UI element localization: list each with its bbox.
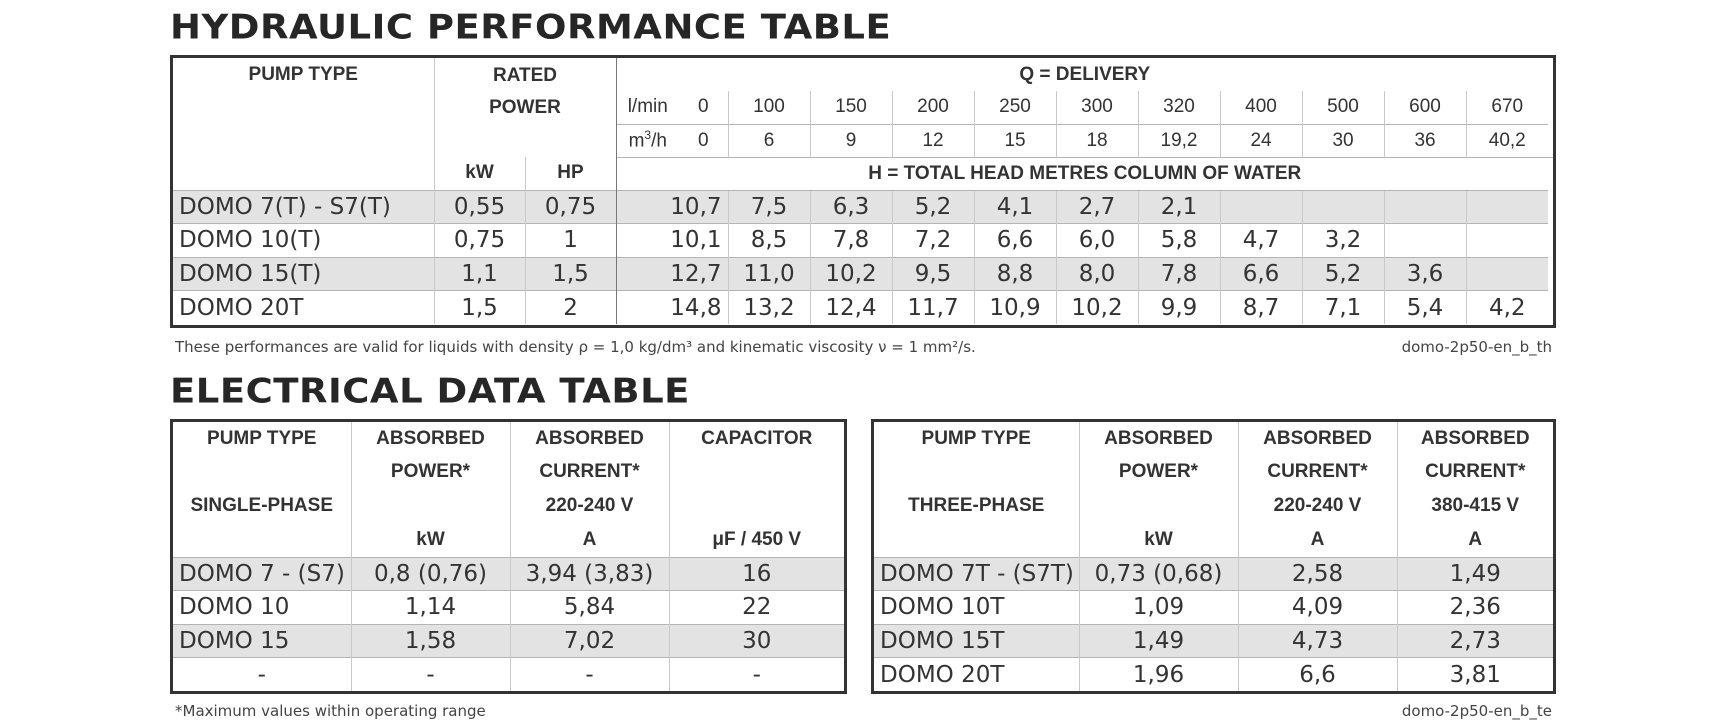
- head-value: 2,7: [1056, 190, 1138, 224]
- head-value: 7,8: [1138, 257, 1220, 291]
- lmin-3: 200: [892, 91, 974, 124]
- header-current: CURRENT*: [510, 455, 669, 489]
- rated-kw: 1,5: [434, 291, 525, 325]
- absorbed-current-230: 4,73: [1238, 624, 1397, 658]
- lmin-8: 500: [1302, 91, 1384, 124]
- head-value: 6,3: [810, 190, 892, 224]
- head-value: 10,2: [1056, 291, 1138, 325]
- rated-hp: 2: [525, 291, 616, 325]
- table-row: [173, 557, 844, 591]
- absorbed-current: -: [510, 658, 669, 692]
- lmin-0: 0: [697, 96, 709, 118]
- hydraulic-table-title: HYDRAULIC PERFORMANCE TABLE: [170, 7, 892, 47]
- header-current: CURRENT*: [1238, 455, 1397, 489]
- pump-name: DOMO 10T: [874, 591, 1079, 625]
- m3h-6: 19,2: [1138, 124, 1220, 157]
- pump-name: DOMO 7T - (S7T): [874, 557, 1079, 591]
- head-value: [1220, 190, 1302, 224]
- head-value: 5,2: [892, 190, 974, 224]
- header-single-phase: SINGLE-PHASE: [190, 495, 334, 516]
- head-value: 11,0: [728, 257, 810, 291]
- absorbed-current-400: 2,36: [1397, 591, 1553, 625]
- pump-name: DOMO 20T: [874, 658, 1079, 692]
- header-kw: kW: [434, 157, 525, 190]
- header-absorbed: ABSORBED: [1397, 422, 1553, 455]
- header-delivery: Q = DELIVERY: [616, 58, 1553, 91]
- pump-name: DOMO 15(T): [173, 257, 434, 291]
- head-value: 5,2: [1302, 257, 1384, 291]
- head-value: 3,6: [1384, 257, 1466, 291]
- lmin-10: 670: [1466, 91, 1548, 124]
- m3h-8: 30: [1302, 124, 1384, 157]
- table-row: [173, 658, 844, 692]
- m3h-3: 12: [892, 124, 974, 157]
- lmin-5: 300: [1056, 91, 1138, 124]
- absorbed-power: 1,14: [351, 591, 510, 625]
- absorbed-power: 1,49: [1079, 624, 1238, 658]
- table-row: [874, 591, 1553, 625]
- absorbed-current: 3,94 (3,83): [510, 557, 669, 591]
- m3h-1: 6: [728, 124, 810, 157]
- absorbed-power: 1,58: [351, 624, 510, 658]
- rated-hp: 1: [525, 224, 616, 258]
- header-power: POWER: [434, 91, 616, 124]
- absorbed-power: 1,96: [1079, 658, 1238, 692]
- pump-name: DOMO 10(T): [173, 224, 434, 258]
- absorbed-current-400: 2,73: [1397, 624, 1553, 658]
- header-unit-kw: kW: [351, 523, 510, 557]
- head-value: 10,1: [616, 224, 728, 258]
- header-current: CURRENT*: [1397, 455, 1553, 489]
- head-value: [1302, 190, 1384, 224]
- head-value: 10,2: [810, 257, 892, 291]
- rated-hp: 1,5: [525, 257, 616, 291]
- header-total-head: H = TOTAL HEAD METRES COLUMN OF WATER: [616, 157, 1553, 190]
- rated-kw: 0,55: [434, 190, 525, 224]
- pump-name: DOMO 15: [173, 624, 351, 658]
- header-pump-type: PUMP TYPE: [248, 64, 358, 85]
- header-m3h-label: $m^3/h$: [616, 124, 679, 157]
- head-value: 6,6: [1220, 257, 1302, 291]
- header-unit-a: A: [1397, 523, 1553, 557]
- head-value: [1384, 190, 1466, 224]
- capacitor-value: 30: [669, 624, 844, 658]
- head-value: 13,2: [728, 291, 810, 325]
- table-row: [173, 257, 1553, 291]
- pump-name: DOMO 7 - (S7): [173, 557, 351, 591]
- head-value: 12,4: [810, 291, 892, 325]
- rated-hp: 0,75: [525, 190, 616, 224]
- head-value: [1466, 224, 1548, 258]
- absorbed-current-230: 6,6: [1238, 658, 1397, 692]
- pump-name: -: [173, 658, 351, 692]
- header-voltage: 220-240 V: [1238, 489, 1397, 523]
- head-value: 10,7: [616, 190, 728, 224]
- electrical-footnote: *Maximum values within operating range: [175, 702, 486, 720]
- lmin-2: 150: [810, 91, 892, 124]
- lmin-1: 100: [728, 91, 810, 124]
- header-absorbed: ABSORBED: [1079, 422, 1238, 455]
- pump-name: DOMO 7(T) - S7(T): [173, 190, 434, 224]
- head-value: 9,5: [892, 257, 974, 291]
- m3h-4: 15: [974, 124, 1056, 157]
- head-value: 7,1: [1302, 291, 1384, 325]
- table-row: [173, 190, 1553, 224]
- lmin-4: 250: [974, 91, 1056, 124]
- hydraulic-note: These performances are valid for liquids with density ρ = 1,0 kg/dm³ and kinematic viscosity ν = 1 mm²/s.: [175, 338, 976, 356]
- head-value: [1384, 224, 1466, 258]
- header-hp: HP: [525, 157, 616, 190]
- header-unit-a: A: [1238, 523, 1397, 557]
- header-pump-type: PUMP TYPE: [921, 427, 1031, 449]
- header-capacitor: CAPACITOR: [669, 422, 844, 455]
- hydraulic-table: [170, 55, 1556, 328]
- head-value: 6,0: [1056, 224, 1138, 258]
- absorbed-power: -: [351, 658, 510, 692]
- m3h-9: 36: [1384, 124, 1466, 157]
- lmin-6: 320: [1138, 91, 1220, 124]
- head-value: 14,8: [616, 291, 728, 325]
- single-phase-table: [170, 419, 847, 694]
- head-value: 3,2: [1302, 224, 1384, 258]
- header-rated: RATED: [434, 58, 616, 91]
- head-value: 7,5: [728, 190, 810, 224]
- hydraulic-ref-code: domo-2p50-en_b_th: [1401, 338, 1552, 356]
- absorbed-power: 1,09: [1079, 591, 1238, 625]
- absorbed-current: 7,02: [510, 624, 669, 658]
- table-row: [173, 591, 844, 625]
- electrical-ref-code: domo-2p50-en_b_te: [1401, 702, 1552, 720]
- head-value: 8,5: [728, 224, 810, 258]
- table-row: [874, 624, 1553, 658]
- pump-name: DOMO 10: [173, 591, 351, 625]
- head-value: 5,4: [1384, 291, 1466, 325]
- absorbed-current-230: 2,58: [1238, 557, 1397, 591]
- header-power: POWER*: [1079, 455, 1238, 489]
- absorbed-power: 0,8 (0,76): [351, 557, 510, 591]
- header-unit-a: A: [510, 523, 669, 557]
- absorbed-current-400: 3,81: [1397, 658, 1553, 692]
- head-value: 6,6: [974, 224, 1056, 258]
- head-value: 8,7: [1220, 291, 1302, 325]
- pump-name: DOMO 15T: [874, 624, 1079, 658]
- head-value: 7,2: [892, 224, 974, 258]
- table-row: [874, 557, 1553, 591]
- header-absorbed: ABSORBED: [1238, 422, 1397, 455]
- head-value: 8,0: [1056, 257, 1138, 291]
- header-lmin-label: l/min: [616, 91, 679, 124]
- head-value: 4,1: [974, 190, 1056, 224]
- header-voltage: 220-240 V: [510, 489, 669, 523]
- table-row: [173, 624, 844, 658]
- m3h-7: 24: [1220, 124, 1302, 157]
- three-phase-table: [871, 419, 1556, 694]
- table-row: [874, 658, 1553, 692]
- table-row: [173, 291, 1553, 325]
- m3h-5: 18: [1056, 124, 1138, 157]
- header-three-phase: THREE-PHASE: [908, 495, 1045, 516]
- header-absorbed: ABSORBED: [510, 422, 669, 455]
- head-value: [1466, 190, 1548, 224]
- lmin-9: 600: [1384, 91, 1466, 124]
- rated-kw: 0,75: [434, 224, 525, 258]
- absorbed-power: 0,73 (0,68): [1079, 557, 1238, 591]
- head-value: 2,1: [1138, 190, 1220, 224]
- head-value: 11,7: [892, 291, 974, 325]
- head-value: 4,7: [1220, 224, 1302, 258]
- header-pump-type: PUMP TYPE: [207, 427, 317, 449]
- head-value: 9,9: [1138, 291, 1220, 325]
- electrical-table-title: ELECTRICAL DATA TABLE: [170, 371, 690, 411]
- header-voltage: 380-415 V: [1397, 489, 1553, 523]
- rated-kw: 1,1: [434, 257, 525, 291]
- capacitor-value: 16: [669, 557, 844, 591]
- header-absorbed: ABSORBED: [351, 422, 510, 455]
- absorbed-current-400: 1,49: [1397, 557, 1553, 591]
- head-value: [1466, 257, 1548, 291]
- head-value: 10,9: [974, 291, 1056, 325]
- m3h-2: 9: [810, 124, 892, 157]
- capacitor-value: -: [669, 658, 844, 692]
- m3h-10: 40,2: [1466, 124, 1548, 157]
- table-row: [173, 224, 1553, 258]
- head-value: 12,7: [616, 257, 728, 291]
- header-unit-uf: μF / 450 V: [669, 523, 844, 557]
- m3h-0: 0: [679, 124, 728, 157]
- header-unit-kw: kW: [1079, 523, 1238, 557]
- lmin-7: 400: [1220, 91, 1302, 124]
- header-power: POWER*: [351, 455, 510, 489]
- head-value: 7,8: [810, 224, 892, 258]
- absorbed-current: 5,84: [510, 591, 669, 625]
- head-value: 8,8: [974, 257, 1056, 291]
- absorbed-current-230: 4,09: [1238, 591, 1397, 625]
- head-value: 4,2: [1466, 291, 1548, 325]
- head-value: 5,8: [1138, 224, 1220, 258]
- capacitor-value: 22: [669, 591, 844, 625]
- pump-name: DOMO 20T: [173, 291, 434, 325]
